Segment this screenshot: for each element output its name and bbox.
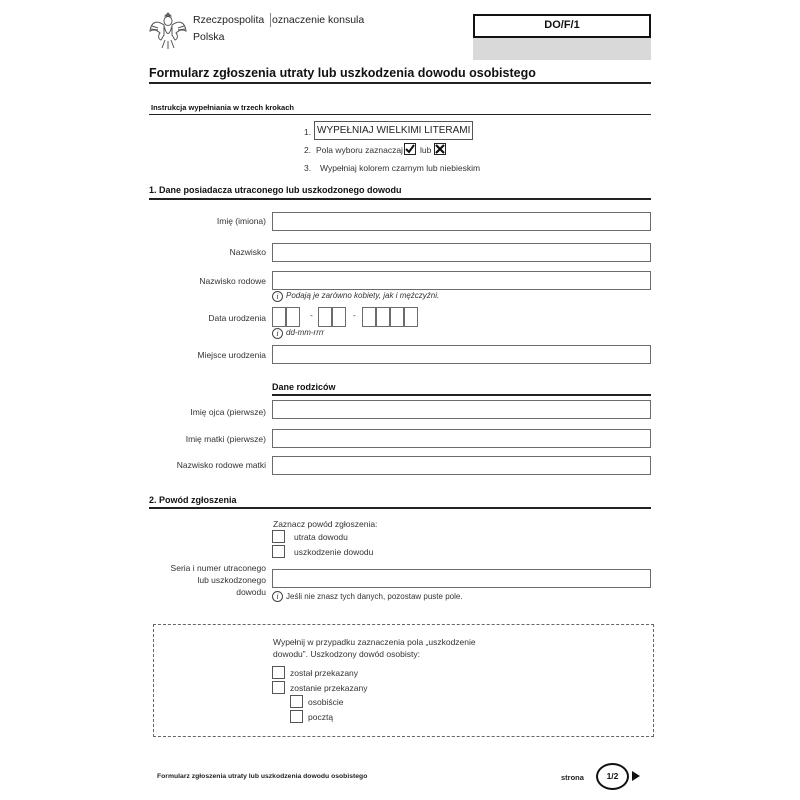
step2-text: Pola wyboru zaznaczaj	[316, 145, 403, 155]
serial-number-field[interactable]	[272, 569, 651, 588]
birth-day-digit-1[interactable]	[272, 307, 286, 327]
mother-name-label: Imię matki (pierwsze)	[185, 434, 266, 444]
first-name-field[interactable]	[272, 212, 651, 231]
birth-day-digit-2[interactable]	[286, 307, 300, 327]
birth-year-digit-2[interactable]	[376, 307, 390, 327]
serial-label-line2: lub uszkodzonego	[197, 575, 266, 585]
mother-family-name-field[interactable]	[272, 456, 651, 475]
info-icon: i	[272, 291, 283, 302]
info-icon: i	[272, 591, 283, 602]
reason-damaged-label: uszkodzenie dowodu	[294, 547, 374, 557]
birth-year-digit-4[interactable]	[404, 307, 418, 327]
step1-number: 1.	[304, 127, 312, 137]
family-name-hint: Podają je zarówno kobiety, jak i mężczyźni.	[286, 291, 440, 300]
cross-example-icon	[434, 143, 446, 155]
birth-date-hint: dd-mm-rrrr	[286, 328, 325, 337]
step3-number: 3.	[304, 163, 312, 173]
birth-month-digit-2[interactable]	[332, 307, 346, 327]
family-name-label: Nazwisko rodowe	[199, 276, 266, 286]
reason-damaged-checkbox[interactable]	[272, 545, 285, 558]
serial-hint: Jeśli nie znasz tych danych, pozostaw puste pole.	[286, 592, 463, 601]
step1-text: WYPEŁNIAJ WIELKIMI LITERAMI	[314, 121, 473, 140]
section2-rule	[149, 507, 651, 509]
serial-label-line1: Seria i numer utraconego	[170, 563, 266, 573]
next-page-arrow-icon[interactable]	[631, 770, 641, 782]
checkmark-example-icon	[404, 143, 416, 155]
birth-place-field[interactable]	[272, 345, 651, 364]
damaged-intro-line2: dowodu”. Uszkodzony dowód osobisty:	[273, 649, 420, 659]
date-separator: -	[310, 310, 313, 320]
info-icon: i	[272, 328, 283, 339]
page-label: strona	[561, 773, 584, 782]
republic-name-line2: Polska	[193, 31, 225, 43]
step2-number: 2.	[304, 145, 312, 155]
handed-over-label: został przekazany	[290, 668, 359, 678]
in-person-label: osobiście	[308, 697, 344, 707]
father-name-label: Imię ojca (pierwsze)	[190, 407, 266, 417]
last-name-label: Nazwisko	[229, 247, 266, 257]
consul-label: oznaczenie konsula	[272, 14, 365, 26]
reason-lost-checkbox[interactable]	[272, 530, 285, 543]
by-mail-label: pocztą	[308, 712, 334, 722]
in-person-checkbox[interactable]	[290, 695, 303, 708]
section1-rule	[149, 198, 651, 200]
step3-text: Wypełniaj kolorem czarnym lub niebieskim	[320, 163, 481, 173]
birth-place-label: Miejsce urodzenia	[197, 350, 266, 360]
form-title: Formularz zgłoszenia utraty lub uszkodzenia dowodu osobistego	[149, 66, 536, 80]
republic-name-line1: Rzeczpospolita	[193, 14, 265, 26]
mother-name-field[interactable]	[272, 429, 651, 448]
header-divider	[270, 13, 271, 27]
reason-prompt: Zaznacz powód zgłoszenia:	[273, 519, 378, 529]
serial-label-line3: dowodu	[236, 587, 266, 597]
section2-title: 2. Powód zgłoszenia	[149, 495, 237, 505]
reason-lost-label: utrata dowodu	[294, 532, 348, 542]
parents-rule	[272, 394, 651, 396]
mother-family-name-label: Nazwisko rodowe matki	[176, 460, 266, 470]
section1-title: 1. Dane posiadacza utraconego lub uszkodzonego dowodu	[149, 185, 402, 195]
damaged-intro-line1: Wypełnij w przypadku zaznaczenia pola „uszkodzenie	[273, 637, 476, 647]
handed-over-checkbox[interactable]	[272, 666, 285, 679]
will-hand-over-label: zostanie przekazany	[290, 683, 368, 693]
will-hand-over-checkbox[interactable]	[272, 681, 285, 694]
instructions-rule	[149, 114, 651, 115]
polish-eagle-emblem-icon	[148, 9, 188, 51]
parents-heading: Dane rodziców	[272, 382, 336, 392]
step2-or: lub	[420, 145, 432, 155]
first-name-label: Imię (imiona)	[216, 216, 266, 226]
birth-month-digit-1[interactable]	[318, 307, 332, 327]
birth-year-digit-3[interactable]	[390, 307, 404, 327]
last-name-field[interactable]	[272, 243, 651, 262]
birth-date-label: Data urodzenia	[208, 313, 266, 323]
form-code: DO/F/1	[544, 19, 580, 31]
title-rule	[149, 82, 651, 84]
footer-title: Formularz zgłoszenia utraty lub uszkodzenia dowodu osobistego	[157, 773, 368, 780]
date-separator: -	[353, 310, 356, 320]
page-number: 1/2	[606, 771, 619, 781]
by-mail-checkbox[interactable]	[290, 710, 303, 723]
instructions-heading: Instrukcja wypełniania w trzech krokach	[151, 103, 294, 112]
consul-designation-field[interactable]	[473, 38, 651, 60]
birth-year-digit-1[interactable]	[362, 307, 376, 327]
family-name-field[interactable]	[272, 271, 651, 290]
father-name-field[interactable]	[272, 400, 651, 419]
